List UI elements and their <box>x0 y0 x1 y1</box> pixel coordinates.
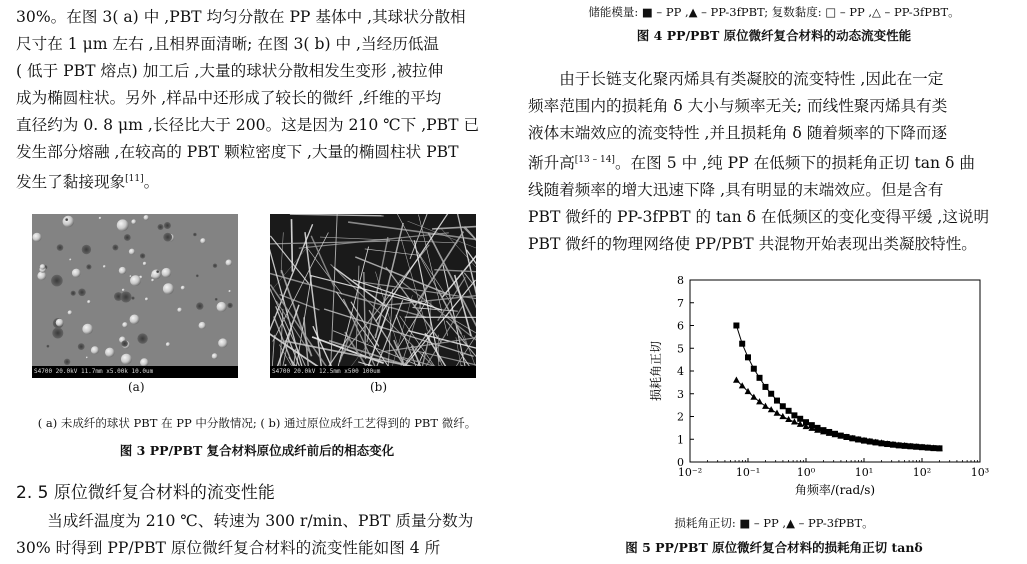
sem-droplet <box>105 348 115 358</box>
sem-droplet <box>40 264 45 269</box>
sem-pore <box>196 302 203 309</box>
sem-info-strip-b: S4700 20.0kV 12.5mm x500 100um <box>270 366 476 378</box>
tan-delta-chart <box>588 270 1008 500</box>
y-tick-label: 4 <box>677 365 684 378</box>
sem-pore <box>124 234 131 241</box>
x-tick-label: 10³ <box>970 466 990 479</box>
sem-droplet <box>63 216 74 227</box>
fig5-legend: 损耗角正切: ■ – PP ,▲ – PP-3fPBT。 <box>674 516 874 530</box>
right-line: 液体末端效应的流变特性 ,并且损耗角 δ 随着频率的下降而逐 <box>528 124 948 142</box>
intro-line: 尺寸在 1 μm 左右 ,且相界面清晰; 在图 3( b) 中 ,当经历低温 <box>16 35 439 53</box>
sem-pore <box>215 298 218 301</box>
sem-droplet <box>37 271 46 280</box>
intro-period: 。 <box>143 173 160 192</box>
sem-droplet <box>33 233 42 242</box>
sem-droplet <box>91 346 99 354</box>
x-tick-label: 10⁰ <box>796 466 816 479</box>
sem-pore <box>65 218 68 221</box>
data-point-square <box>757 375 763 381</box>
sem-pore <box>121 292 132 303</box>
y-tick-label: 0 <box>677 456 684 469</box>
sem-droplet <box>144 215 149 220</box>
x-tick-label: 10¹ <box>854 466 874 479</box>
sem-droplet <box>151 279 154 282</box>
right-line <box>528 147 1020 177</box>
sem-droplet <box>143 262 147 266</box>
sem-pore <box>64 359 70 365</box>
sem-droplet <box>217 302 227 312</box>
x-tick-label: 10⁻² <box>677 466 703 479</box>
sem-pore <box>51 275 63 287</box>
data-point-triangle <box>762 403 769 409</box>
data-point-square <box>762 384 768 390</box>
data-point-square <box>786 408 792 414</box>
data-point-square <box>739 341 745 347</box>
sem-droplet <box>82 324 93 335</box>
sem-droplet <box>119 267 126 274</box>
fig3-caption: 图 3 PP/PBT 复合材料原位成纤前后的相态变化 <box>119 443 395 458</box>
data-point-square <box>780 403 786 409</box>
y-axis-label: 损耗角正切 <box>649 340 663 402</box>
x-tick-label: 10⁻¹ <box>735 466 761 479</box>
data-point-square <box>774 398 780 404</box>
sem-droplet <box>117 219 129 231</box>
sem-droplet <box>166 342 170 346</box>
sem-droplet <box>177 308 182 313</box>
y-tick-label: 3 <box>677 387 684 401</box>
sem-pore <box>47 345 50 348</box>
sem-pore <box>71 291 76 296</box>
data-point-triangle <box>785 416 792 422</box>
y-tick-label: 1 <box>677 433 684 447</box>
sem-droplet <box>86 357 88 359</box>
sem-droplet <box>145 298 148 301</box>
fig3-subcaption: ( a) 未成纤的球状 PBT 在 PP 中分散情况; ( b) 通过原位成纤工艺得到的 PBT 微纤。 <box>37 416 477 430</box>
right-paragraph <box>528 66 1020 258</box>
sem-droplet <box>69 259 71 261</box>
sem-pore <box>122 340 128 346</box>
sem-image-a <box>32 214 238 378</box>
data-point-triangle <box>768 406 775 412</box>
sem-info-strip-a: S4700 20.0kV 11.7mm x5.00k 10.0um <box>32 366 238 378</box>
y-tick-label: 8 <box>677 274 684 287</box>
sem-droplet <box>130 275 132 277</box>
intro-line: ( 低于 PBT 熔点) 加工后 ,大量的球状分散相发生变形 ,被拉伸 <box>16 62 444 80</box>
fig4-caption: 图 4 PP/PBT 原位微纤复合材料的动态流变性能 <box>636 28 912 43</box>
sem-pore <box>137 333 147 343</box>
sem-droplet <box>181 286 185 290</box>
section-paragraph <box>16 508 498 562</box>
sem-droplet <box>131 219 136 224</box>
sem-droplet <box>68 310 72 314</box>
x-tick-label: 10² <box>912 466 932 479</box>
y-tick-label: 2 <box>677 410 684 424</box>
sem-pore <box>78 289 86 297</box>
intro-text: 发生了黏接现象 <box>16 173 126 192</box>
sem-droplet <box>162 268 172 278</box>
y-tick-label: 7 <box>677 296 684 310</box>
sem-droplet <box>218 338 227 347</box>
fig5-caption: 图 5 PP/PBT 原位微纤复合材料的损耗角正切 tanδ <box>625 540 923 555</box>
intro-line: 成为椭圆柱状。另外 ,样品中还形成了较长的微纤 ,纤维的平均 <box>16 89 442 107</box>
sem-pore <box>131 297 134 300</box>
intro-line: 直径约为 0. 8 μm ,长径比大于 200。这是因为 210 ℃下 ,PBT 已 <box>16 116 480 134</box>
right-line: 线随着频率的增大迅速下降 ,具有明显的末端效应。但是含有 <box>528 181 944 200</box>
sem-pore <box>140 253 145 258</box>
subfigure-label-b: (b) <box>370 380 388 394</box>
sem-droplet <box>151 270 161 280</box>
right-line: 由于长链支化聚丙烯具有类凝胶的流变特性 ,因此在一定 <box>559 70 944 88</box>
data-point-square <box>745 354 751 360</box>
sem-droplets <box>32 214 238 366</box>
sem-droplet <box>56 319 64 327</box>
sem-fibers <box>270 214 476 366</box>
sem-image-b <box>270 214 476 378</box>
y-tick-label: 6 <box>677 319 684 333</box>
sem-droplet <box>226 260 232 266</box>
sem-pore <box>196 274 199 277</box>
sem-droplet <box>130 275 141 286</box>
section-heading: 2. 5 原位微纤复合材料的流变性能 <box>16 483 275 503</box>
sem-pore <box>227 303 232 308</box>
intro-line-last <box>16 166 498 196</box>
intro-line: 30%。在图 3( a) 中 ,PBT 均匀分散在 PP 基体中 ,其球状分散相 <box>16 8 466 26</box>
data-point-square <box>791 412 797 418</box>
data-point-triangle <box>774 409 781 415</box>
sem-droplet <box>130 315 140 325</box>
sem-pore <box>52 328 63 339</box>
sem-droplet <box>199 322 206 329</box>
sem-droplet <box>121 354 132 365</box>
data-point-square <box>733 323 739 329</box>
sem-pore <box>158 224 164 230</box>
sem-pore <box>164 222 171 229</box>
intro-paragraph <box>16 4 498 196</box>
sem-droplet <box>163 283 174 294</box>
sem-droplet <box>122 322 127 327</box>
y-tick-label: 5 <box>677 342 684 356</box>
data-point-triangle <box>779 413 786 419</box>
data-point-square <box>751 366 757 372</box>
data-point-triangle <box>733 377 740 383</box>
sem-droplet <box>200 238 205 243</box>
section-line: 当成纤温度为 210 ℃、转速为 300 r/min、PBT 质量分数为 <box>47 512 474 530</box>
x-axis-label: 角频率/(rad/s) <box>794 483 876 497</box>
sem-droplet <box>87 300 90 303</box>
sem-droplet <box>122 289 125 292</box>
sem-pore <box>78 343 85 350</box>
sem-droplet <box>103 265 106 268</box>
sem-droplet <box>99 217 102 220</box>
sem-droplet <box>212 353 218 359</box>
sem-droplet <box>229 290 231 292</box>
section-line: 30% 时得到 PP/PBT 原位微纤复合材料的流变性能如图 4 所 <box>16 539 441 557</box>
right-text: 渐升高 <box>528 154 575 173</box>
sem-pore <box>112 245 118 251</box>
sem-droplet <box>72 269 81 278</box>
intro-line: 发生部分熔融 ,在较高的 PBT 颗粒密度下 ,大量的椭圆柱状 PBT <box>16 143 459 161</box>
subfigure-label-a: (a) <box>128 380 145 394</box>
citation: [13 – 14] <box>574 155 615 165</box>
data-point-triangle <box>756 398 763 404</box>
sem-pore <box>57 244 64 251</box>
right-line: PBT 微纤的物理网络使 PP/PBT 共混物开始表现出类凝胶特性。 <box>528 235 977 254</box>
data-point-square <box>768 391 774 397</box>
fig4-legend: 储能模量: ■ – PP ,▲ – PP-3fPBT; 复数黏度: □ – PP ,△ – PP-3fPBT。 <box>588 5 960 19</box>
sem-pore <box>213 264 217 268</box>
right-text: 。在图 5 中 ,纯 PP 在低频下的损耗角正切 tan δ 曲 <box>614 154 975 173</box>
sem-pore <box>193 233 197 237</box>
sem-pore <box>156 270 159 273</box>
sem-droplet <box>129 249 135 255</box>
sem-pore <box>86 264 91 269</box>
sem-pore <box>163 233 172 242</box>
right-line: PBT 微纤的 PP-3fPBT 的 tan δ 在低频区的变化变得平缓 ,这说明 <box>528 208 990 227</box>
citation: [11] <box>125 174 144 184</box>
right-line: 频率范围内的损耗角 δ 大小与频率无关; 而线性聚丙烯具有类 <box>528 97 948 115</box>
sem-pore <box>82 245 91 254</box>
